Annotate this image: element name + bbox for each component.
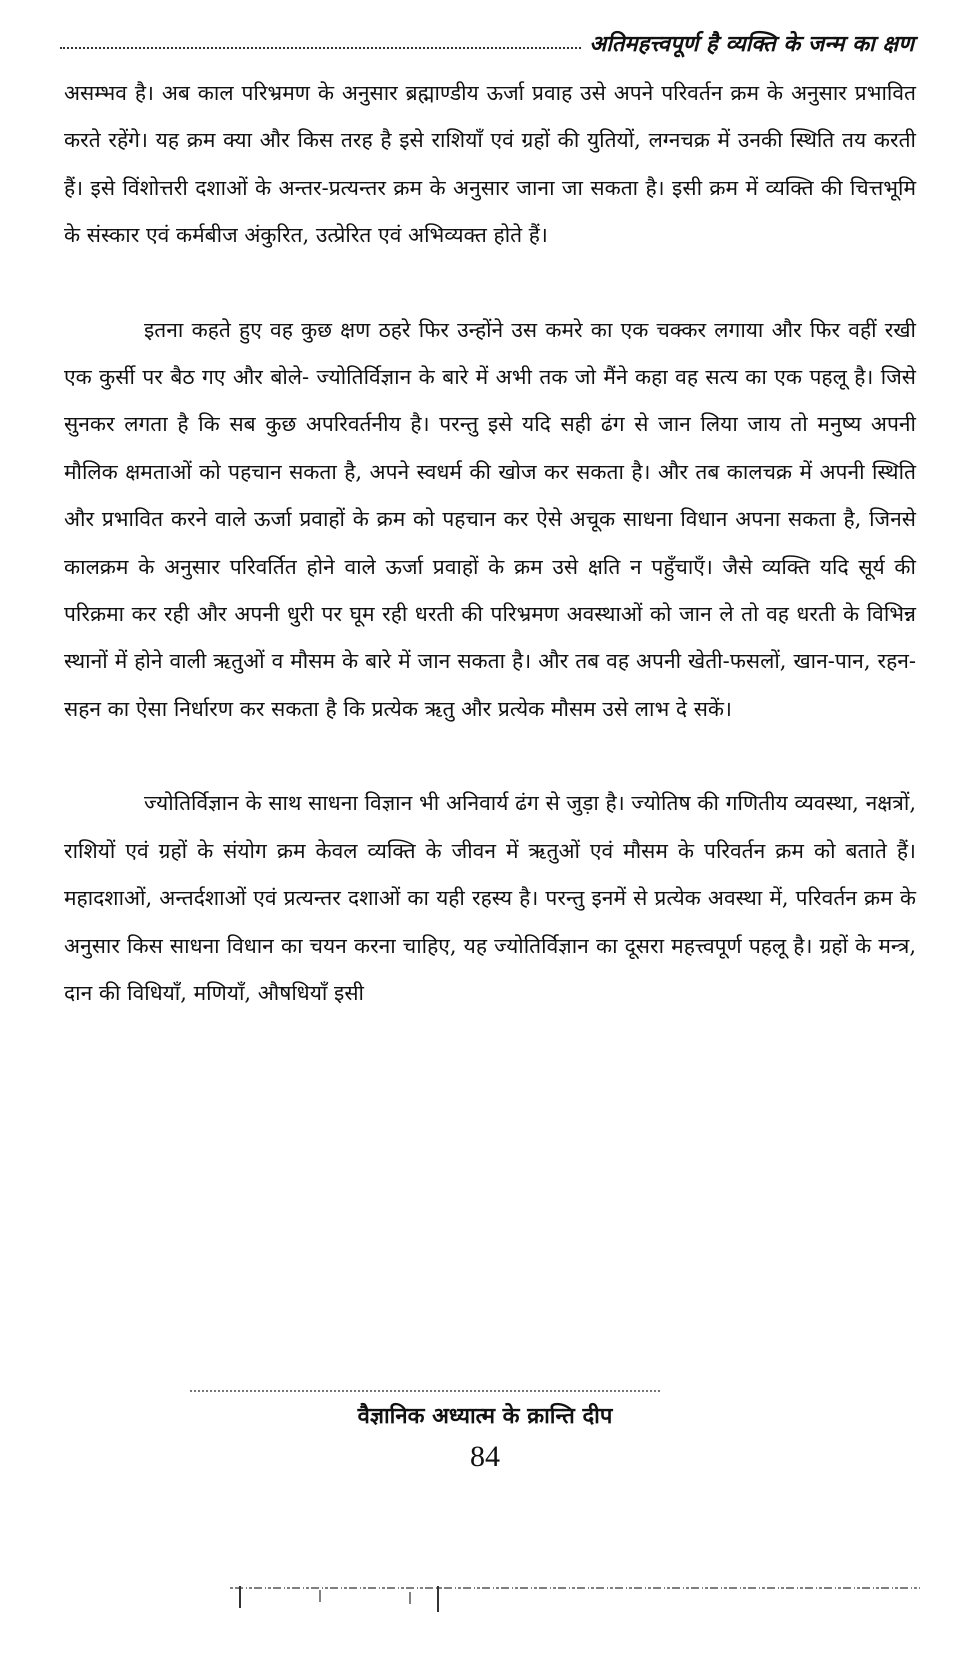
running-header bbox=[60, 28, 914, 58]
chapter-title: अतिमहत्त्वपूर्ण है व्यक्ति के जन्म का क्षण bbox=[589, 32, 914, 57]
scan-artifact-lines bbox=[230, 1582, 930, 1622]
paragraph-3: ज्योतिर्विज्ञान के साथ साधना विज्ञान भी अनिवार्य ढंग से जुड़ा है। ज्योतिष की गणितीय व्यवस्था, नक्षत्रों, राशियों एवं ग्रहों के संयोग क्रम केवल व्यक्ति के जीवन में ऋतुओं एवं मौसम के परिवर्तन क्रम को बताते हैं। महादशाओं, अन्तर्दशाओं एवं प्रत्यन्तर दशाओं का यही रहस्य है। परन्तु इनमें से प्रत्येक अवस्था में, परिवर्तन क्रम के अनुसार किस साधना विधान का चयन करना चाहिए, यह ज्योतिर्विज्ञान का दूसरा महत्त्वपूर्ण पहलू है। ग्रहों के मन्त्र, दान की विधियाँ, मणियाँ, औषधियाँ इसी bbox=[64, 791, 916, 1005]
book-title: वैज्ञानिक अध्यात्म के क्रान्ति दीप bbox=[357, 1404, 613, 1429]
header-leader-dots bbox=[60, 37, 581, 49]
paragraph-1: असम्भव है। अब काल परिभ्रमण के अनुसार ब्रह्माण्डीय ऊर्जा प्रवाह उसे अपने परिवर्तन क्रम के अनुसार प्रभावित करते रहेंगे। यह क्रम क्या और किस तरह है इसे राशियाँ एवं ग्रहों की युतियों, लग्नचक्र में उनकी स्थिति तय करती हैं। इसे विंशोत्तरी दशाओं के अन्तर-प्रत्यन्तर क्रम के अनुसार जाना जा सकता है। इसी क्रम में व्यक्ति की चित्तभूमि के संस्कार एवं कर्मबीज अंकुरित, उत्प्रेरित एवं अभिव्यक्त होते हैं। bbox=[64, 81, 916, 248]
page-number: 84 bbox=[470, 1440, 500, 1473]
body-text bbox=[64, 70, 916, 1017]
paragraph-2: इतना कहते हुए वह कुछ क्षण ठहरे फिर उन्होंने उस कमरे का एक चक्कर लगाया और फिर वहीं रखी एक कुर्सी पर बैठ गए और बोले- ज्योतिर्विज्ञान के बारे में अभी तक जो मैंने कहा वह सत्य का एक पहलू है। जिसे सुनकर लगता है कि सब कुछ अपरिवर्तनीय है। परन्तु इसे यदि सही ढंग से जान लिया जाय तो मनुष्य अपनी मौलिक क्षमताओं को पहचान सकता है, अपने स्वधर्म की खोज कर सकता है। और तब कालचक्र में अपनी स्थिति और प्रभावित करने वाले ऊर्जा प्रवाहों के क्रम को पहचान कर ऐसे अचूक साधना विधान अपना सकता है, जिनसे कालक्रम के अनुसार परिवर्तित होने वाले ऊर्जा प्रवाहों के क्रम उसे क्षति न पहुँचाएँ। जैसे व्यक्ति यदि सूर्य की परिक्रमा कर रही और अपनी धुरी पर घूम रही धरती की परिभ्रमण अवस्थाओं को जान ले तो वह धरती के विभिन्न स्थानों में होने वाली ऋतुओं व मौसम के बारे में जान सकता है। और तब वह अपनी खेती-फसलों, खान-पान, रहन-सहन का ऐसा निर्धारण कर सकता है कि प्रत्येक ऋतु और प्रत्येक मौसम उसे लाभ दे सकें। bbox=[64, 317, 917, 721]
footer-rule bbox=[190, 1390, 660, 1392]
